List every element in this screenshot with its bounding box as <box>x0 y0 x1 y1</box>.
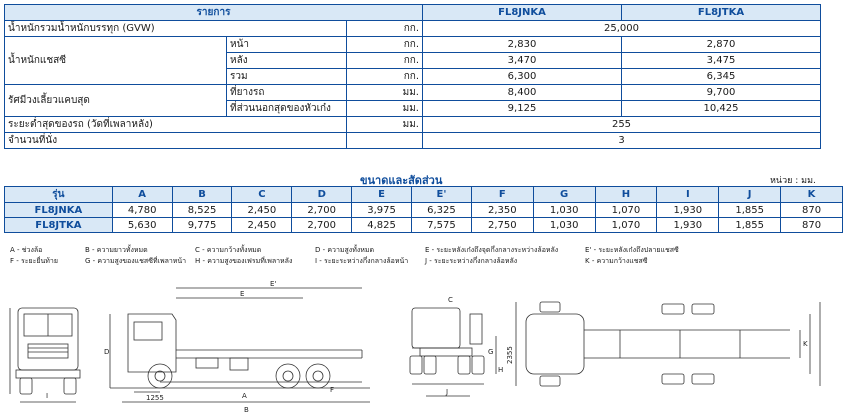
seats-row <box>5 133 821 149</box>
chassis-total-unit: กก. <box>347 69 423 85</box>
dim-header: J <box>719 187 781 203</box>
clearance-row <box>5 117 821 133</box>
clearance-value: 255 <box>423 117 821 133</box>
truck-side-view-drawing <box>110 288 370 402</box>
table-cell: 870 <box>781 203 843 218</box>
dim-header: K <box>781 187 843 203</box>
turning-body-v1: 9,125 <box>423 101 622 117</box>
chassis-total-sub: รวม <box>227 69 347 85</box>
table-cell: 1,855 <box>719 218 781 233</box>
chassis-rear-v1: 3,470 <box>423 53 622 69</box>
turning-body-unit: มม. <box>347 101 423 117</box>
chassis-weight-label: น้ำหนักแชสซี <box>5 37 227 85</box>
table-cell: 1,930 <box>657 218 719 233</box>
truck-dimension-drawings <box>0 274 843 414</box>
chassis-total-v1: 6,300 <box>423 69 622 85</box>
table-cell: 4,780 <box>112 203 172 218</box>
legend-item: C - ความกว้างทั้งหมด <box>195 246 262 254</box>
dim-header: B <box>172 187 232 203</box>
seats-value: 3 <box>423 133 821 149</box>
spec-header-row <box>5 5 821 21</box>
legend-item: G - ความสูงของแชสซีที่เพลาหน้า <box>85 257 187 265</box>
chassis-front-unit: กก. <box>347 37 423 53</box>
truck-rear-view-drawing <box>410 308 496 396</box>
dim-label-j: J <box>446 388 449 396</box>
turning-tire-unit: มม. <box>347 85 423 101</box>
chassis-total-v2: 6,345 <box>622 69 821 85</box>
chassis-front-v1: 2,830 <box>423 37 622 53</box>
turning-tire-v2: 9,700 <box>622 85 821 101</box>
chassis-front-sub: หน้า <box>227 37 347 53</box>
spec-table <box>4 4 821 149</box>
col-model2-header: FL8JTKA <box>622 5 821 21</box>
table-cell: 1,070 <box>595 203 657 218</box>
seats-unit-empty <box>347 133 423 149</box>
legend-item: B - ความยาวทั้งหมด <box>85 246 148 254</box>
table-cell: 1,070 <box>595 218 657 233</box>
dim-header: F <box>471 187 533 203</box>
col-model1-header: FL8JNKA <box>423 5 622 21</box>
dim-label-e-prime: E' <box>270 280 277 288</box>
clearance-label: ระยะต่ำสุดของรถ (วัดที่เพลาหลัง) <box>5 117 347 133</box>
dim-label-k: K <box>803 340 808 348</box>
dim-label-1255: 1255 <box>146 394 164 402</box>
gvw-unit: กก. <box>347 21 423 37</box>
turning-body-sub: ที่ส่วนนอกสุดของหัวเก๋ง <box>227 101 347 117</box>
table-row <box>5 203 843 218</box>
gvw-value: 25,000 <box>423 21 821 37</box>
dim-header: H <box>595 187 657 203</box>
table-cell: 2,350 <box>471 203 533 218</box>
table-cell: 1,855 <box>719 203 781 218</box>
row-model: FL8JTKA <box>5 218 113 233</box>
chassis-rear-unit: กก. <box>347 53 423 69</box>
dim-header: A <box>112 187 172 203</box>
turning-tire-sub: ที่ยางรถ <box>227 85 347 101</box>
table-cell: 9,775 <box>172 218 232 233</box>
table-cell: 2,450 <box>232 203 292 218</box>
chassis-front-v2: 2,870 <box>622 37 821 53</box>
dim-header: D <box>292 187 352 203</box>
dim-header: E' <box>412 187 472 203</box>
dim-label-2355: 2355 <box>506 346 514 364</box>
legend-item: K - ความกว้างแชสซี <box>585 257 648 265</box>
gvw-row <box>5 21 821 37</box>
chassis-front-row <box>5 37 821 53</box>
table-cell: 2,750 <box>471 218 533 233</box>
dimension-letter-labels <box>46 280 808 414</box>
table-cell: 1,030 <box>533 203 595 218</box>
table-row <box>5 218 843 233</box>
legend-item: A - ช่วงล้อ <box>10 246 43 254</box>
table-cell: 6,325 <box>412 203 472 218</box>
dim-label-a: A <box>242 392 247 400</box>
table-cell: 5,630 <box>112 218 172 233</box>
chassis-rear-sub: หลัง <box>227 53 347 69</box>
dim-header: E <box>352 187 412 203</box>
chassis-rear-v2: 3,475 <box>622 53 821 69</box>
dimension-legend <box>10 245 830 271</box>
table-cell: 3,975 <box>352 203 412 218</box>
dimensions-title: ขนาดและสัดส่วน <box>360 174 443 187</box>
gvw-label: น้ำหนักรวมน้ำหนักบรรทุก (GVW) <box>5 21 347 37</box>
table-cell: 7,575 <box>412 218 472 233</box>
dim-header: I <box>657 187 719 203</box>
table-cell: 8,525 <box>172 203 232 218</box>
dim-label-g: G <box>488 348 494 356</box>
legend-item: H - ความสูงของเฟรมที่เพลาหลัง <box>195 257 293 265</box>
turning-body-v2: 10,425 <box>622 101 821 117</box>
model-header: รุ่น <box>5 187 113 203</box>
table-cell: 2,450 <box>232 218 292 233</box>
dim-label-d: D <box>104 348 110 356</box>
legend-item: J - ระยะระหว่างกึ่งกลางล้อหลัง <box>425 257 518 265</box>
dim-label-h: H <box>498 366 504 374</box>
dim-label-e: E <box>240 290 245 298</box>
dim-header: C <box>232 187 292 203</box>
turning-tire-row <box>5 85 821 101</box>
table-cell: 870 <box>781 218 843 233</box>
table-cell: 2,700 <box>292 203 352 218</box>
dimensions-unit-label: หน่วย : มม. <box>770 176 816 186</box>
legend-item: D - ความสูงทั้งหมด <box>315 246 375 254</box>
truck-top-view-drawing <box>516 302 820 386</box>
dimensions-table <box>4 186 843 233</box>
dim-label-c: C <box>448 296 453 304</box>
dim-header: G <box>533 187 595 203</box>
legend-item: I - ระยะระหว่างกึ่งกลางล้อหน้า <box>315 257 409 265</box>
row-model: FL8JNKA <box>5 203 113 218</box>
turning-tire-v1: 8,400 <box>423 85 622 101</box>
legend-item: F - ระยะยื่นท้าย <box>10 257 58 265</box>
dim-label-b: B <box>244 406 249 414</box>
turning-radius-label: รัศมีวงเลี้ยวแคบสุด <box>5 85 227 117</box>
table-cell: 1,030 <box>533 218 595 233</box>
table-cell: 2,700 <box>292 218 352 233</box>
seats-label: จำนวนที่นั่ง <box>5 133 347 149</box>
dim-label-f: F <box>330 386 335 394</box>
truck-front-view-drawing <box>10 308 80 402</box>
dimensions-header-row <box>5 187 843 203</box>
legend-item: E' - ระยะหลังเก๋งถึงปลายแชสซี <box>585 246 679 254</box>
table-cell: 1,930 <box>657 203 719 218</box>
dim-label-i: I <box>46 392 49 400</box>
clearance-unit: มม. <box>347 117 423 133</box>
col-item-header: รายการ <box>5 5 423 21</box>
table-cell: 4,825 <box>352 218 412 233</box>
legend-item: E - ระยะหลังเก๋งถึงจุดกึ่งกลางระหว่างล้อหลัง <box>425 246 559 254</box>
